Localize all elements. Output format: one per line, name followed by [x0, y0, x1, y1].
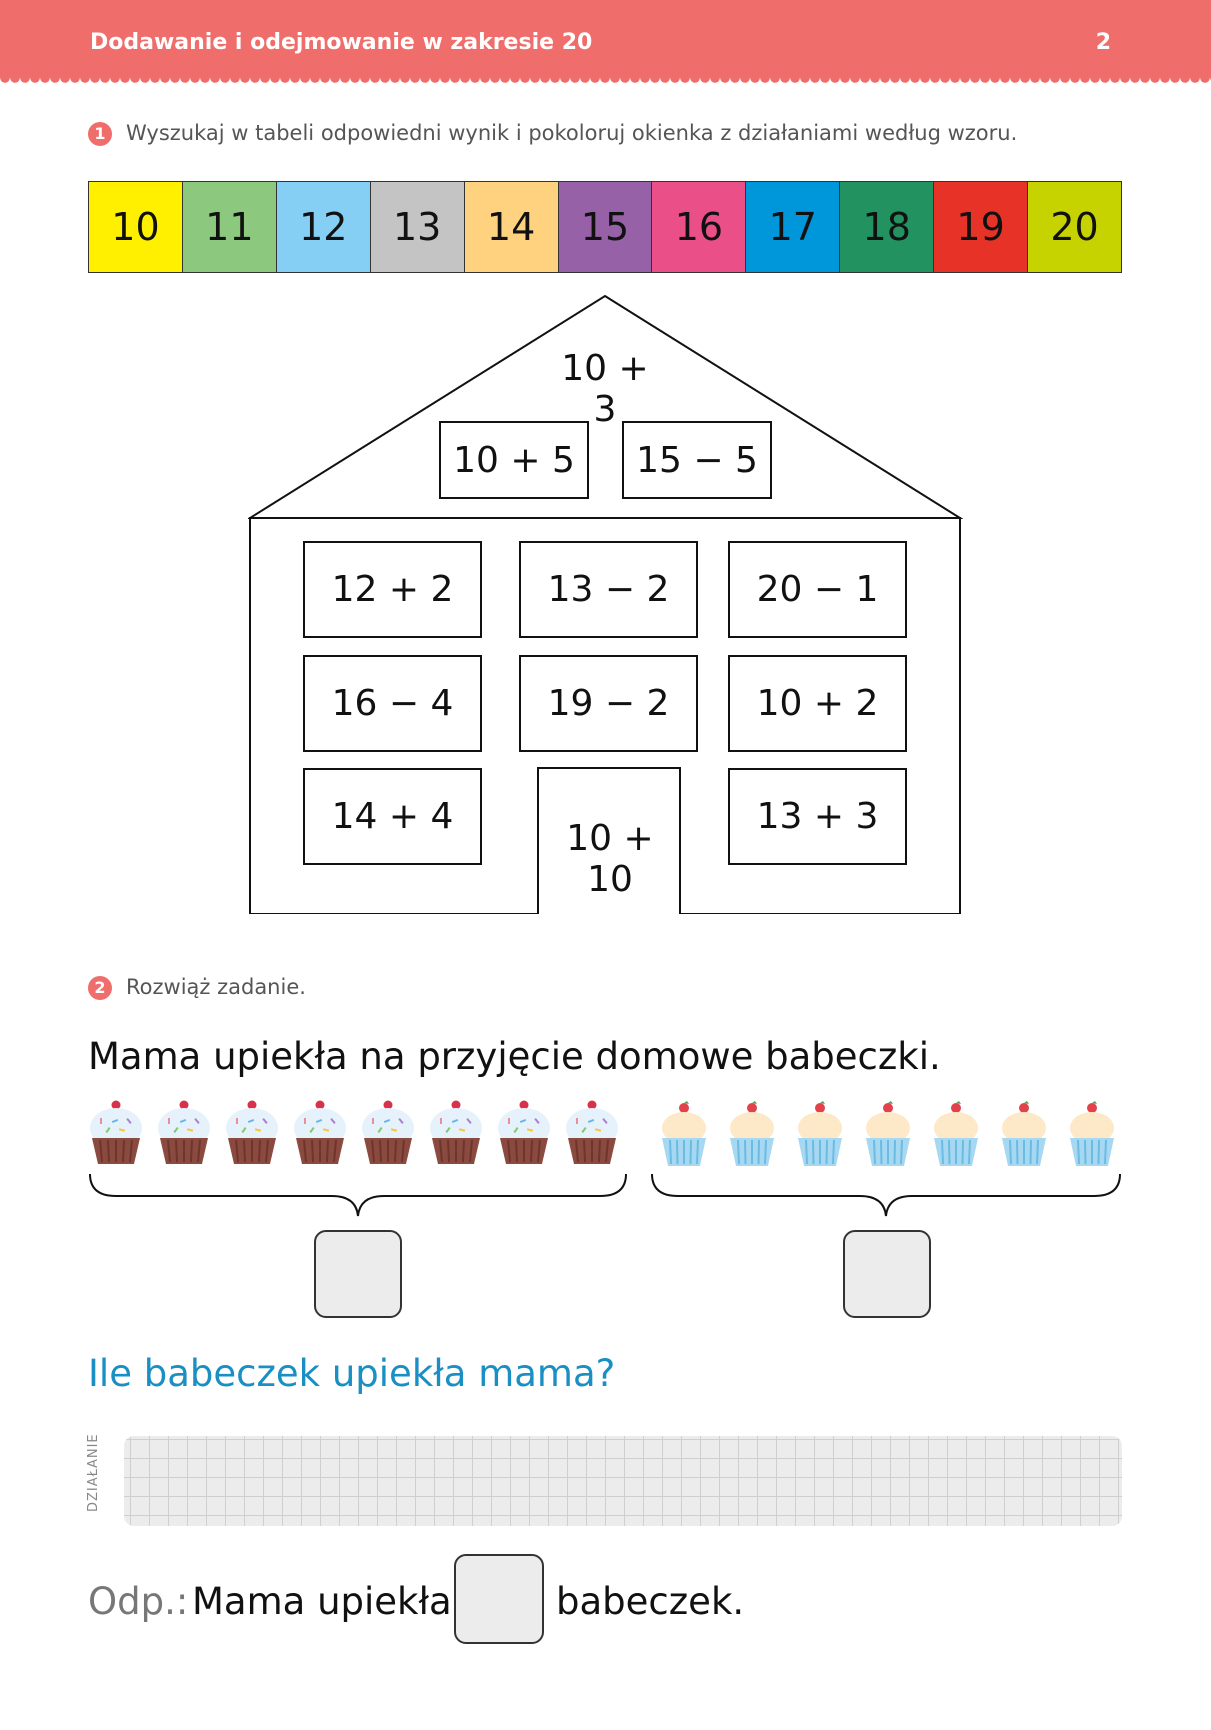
color-cell: 20	[1028, 182, 1121, 272]
vanilla-count-box[interactable]	[843, 1230, 931, 1318]
question-text: Ile babeczek upiekła mama?	[88, 1352, 616, 1395]
color-cell: 12	[277, 182, 371, 272]
calculation-grid[interactable]	[124, 1436, 1122, 1526]
answer-suffix: babeczek.	[556, 1580, 745, 1623]
vanilla-cupcake	[1002, 1101, 1046, 1166]
chocolate-cupcake	[566, 1101, 618, 1165]
chocolate-count-box[interactable]	[314, 1230, 402, 1318]
attic-window[interactable]: 15 − 5	[622, 421, 772, 499]
chocolate-cupcake	[498, 1101, 550, 1165]
color-cell: 11	[183, 182, 277, 272]
answer-text: Mama upiekła	[192, 1580, 452, 1623]
task-instruction: Wyszukaj w tabeli odpowiedni wynik i pokoloruj okienka z działaniami według wzoru.	[126, 121, 1018, 145]
chocolate-cupcake	[362, 1101, 414, 1165]
vanilla-cupcake	[1070, 1101, 1114, 1166]
house-window[interactable]: 13 − 2	[519, 541, 698, 638]
color-cell: 16	[652, 182, 746, 272]
vanilla-cupcake	[730, 1101, 774, 1166]
answer-box[interactable]	[454, 1554, 544, 1644]
page-number: 2	[1095, 30, 1111, 55]
color-cell: 17	[746, 182, 840, 272]
task-number-badge: 1	[88, 122, 112, 146]
chocolate-cupcake	[90, 1101, 142, 1165]
color-cell: 13	[371, 182, 465, 272]
color-table	[88, 181, 1122, 273]
vanilla-cupcake	[934, 1101, 978, 1166]
vanilla-cupcakes-row	[656, 1098, 1122, 1168]
color-cell: 18	[840, 182, 934, 272]
house-window[interactable]: 10 + 2	[728, 655, 907, 752]
grid-label: DZIAŁANIE	[86, 1433, 101, 1512]
answer-prefix: Odp.:	[88, 1580, 189, 1623]
task-number-badge: 2	[88, 976, 112, 1000]
house-window[interactable]: 20 − 1	[728, 541, 907, 638]
attic-window[interactable]: 10 + 5	[439, 421, 589, 499]
house-window[interactable]: 16 − 4	[303, 655, 482, 752]
story-sentence: Mama upiekła na przyjęcie domowe babeczki.	[88, 1035, 941, 1078]
page-header	[0, 0, 1211, 78]
header-title: Dodawanie i odejmowanie w zakresie 20	[90, 30, 593, 55]
vanilla-cupcake	[798, 1101, 842, 1166]
house-window[interactable]: 14 + 4	[303, 768, 482, 865]
header-scallop-edge	[0, 78, 1211, 86]
house-window[interactable]: 19 − 2	[519, 655, 698, 752]
chocolate-cupcakes-row	[88, 1098, 628, 1168]
chocolate-cupcake	[294, 1101, 346, 1165]
color-cell: 10	[89, 182, 183, 272]
door-expression: 10 + 10	[566, 818, 654, 900]
left-brace	[88, 1172, 628, 1220]
roof-expression: 10 + 3	[561, 348, 649, 430]
house-window[interactable]: 13 + 3	[728, 768, 907, 865]
vanilla-cupcake	[866, 1101, 910, 1166]
chocolate-cupcake	[226, 1101, 278, 1165]
chocolate-cupcake	[430, 1101, 482, 1165]
color-cell: 15	[559, 182, 653, 272]
house-window[interactable]: 12 + 2	[303, 541, 482, 638]
right-brace	[650, 1172, 1122, 1220]
vanilla-cupcake	[662, 1101, 706, 1166]
chocolate-cupcake	[158, 1101, 210, 1165]
task-instruction: Rozwiąż zadanie.	[126, 975, 306, 999]
color-cell: 14	[465, 182, 559, 272]
color-cell: 19	[934, 182, 1028, 272]
